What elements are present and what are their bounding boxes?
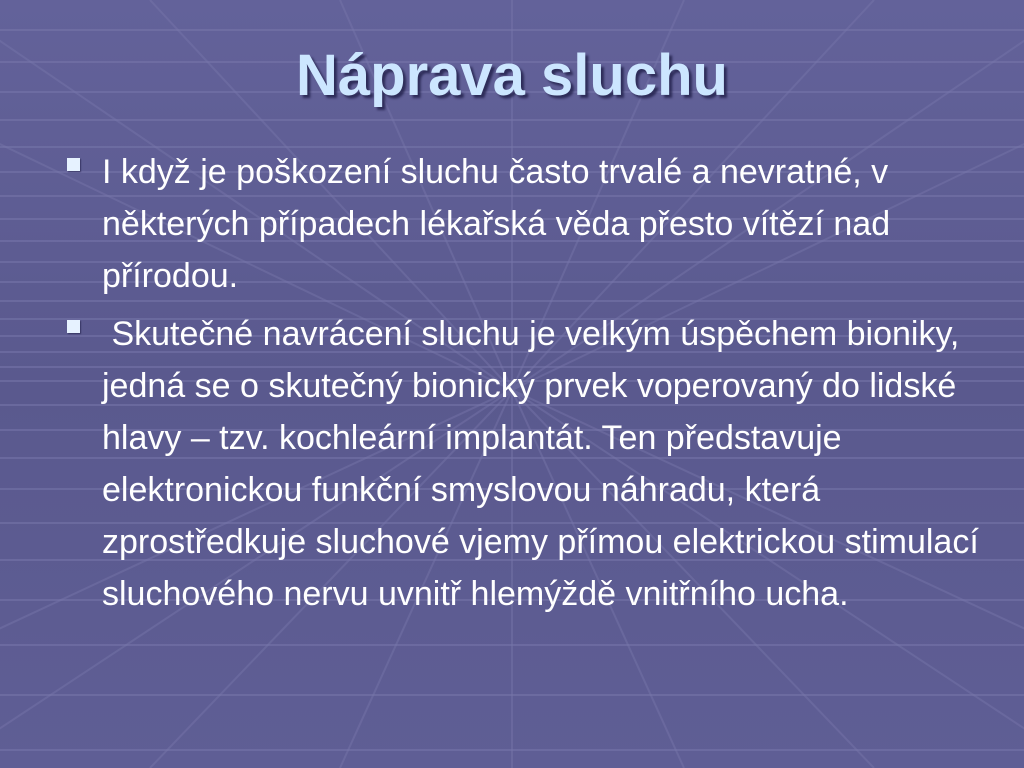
bullet-list [62, 146, 997, 626]
bullet-text: Skutečné navrácení sluchu je velkým úspěchem bioniky, jedná se o skutečný bionický prvek voperovaný do lidské hlavy – tzv. kochleární implantát. Ten představuje elektronickou funkční smyslovou náhradu, která zprostředkuje sluchové vjemy přímou elektrickou stimulací sluchového nervu uvnitř hlemýždě vnitřního ucha. [102, 315, 989, 613]
square-bullet-icon [67, 320, 80, 333]
bullet-item [62, 308, 997, 620]
bullet-text: I když je poškození sluchu často trvalé a nevratné, v některých případech lékařská věda přesto vítězí nad přírodou. [102, 153, 891, 295]
bullet-item [62, 146, 997, 302]
slide-title: Náprava sluchu [296, 43, 728, 108]
square-bullet-icon [67, 158, 80, 171]
